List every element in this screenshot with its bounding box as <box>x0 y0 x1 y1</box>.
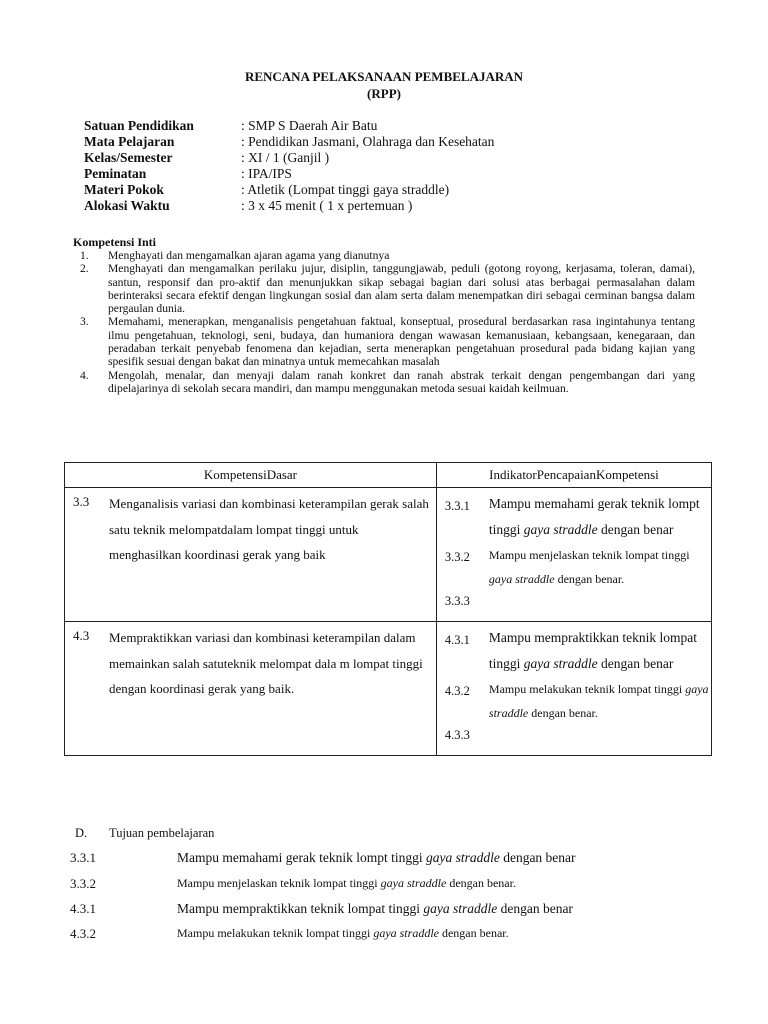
identity-label: Mata Pelajaran <box>84 134 175 149</box>
indicator-item <box>437 591 711 615</box>
identity-value: : 3 x 45 menit ( 1 x pertemuan ) <box>241 198 413 213</box>
list-number: 1. <box>80 249 89 262</box>
indicator-text: Mampu memahami gerak teknik lompt tinggi <box>488 496 700 537</box>
indicator-italic: gaya straddle <box>488 682 709 720</box>
identity-label: Kelas/Semester <box>84 150 173 165</box>
indicator-text: dengan benar. <box>528 706 598 720</box>
identity-value: : Atletik (Lompat tinggi gaya straddle) <box>241 182 450 197</box>
identity-label: Alokasi Waktu <box>84 198 170 213</box>
indicator-text: dengan benar <box>597 521 674 537</box>
kd-text: Menganalisis variasi dan kombinasi keterampilan gerak salah satu teknik melompatdalam lompat tinggi untuk menghasilkan koordinasi gerak yang baik <box>109 496 429 562</box>
table-row <box>65 488 712 622</box>
tujuan-number: 4.3.1 <box>70 901 96 916</box>
indicator-item <box>437 542 711 591</box>
tujuan-text: Mampu memahami gerak teknik lompt tinggi gaya straddle dengan benar <box>177 850 576 865</box>
identity-label: Peminatan <box>84 166 147 181</box>
list-number: 3. <box>80 315 89 329</box>
indicator-item <box>437 491 711 542</box>
identity-value: : XI / 1 (Ganjil ) <box>241 150 330 165</box>
tujuan-number: 3.3.2 <box>70 876 96 891</box>
list-item <box>80 262 695 315</box>
section-letter: D. <box>75 826 88 840</box>
indicator-number: 4.3.2 <box>444 684 470 698</box>
tujuan-heading: Tujuan pembelajaran <box>109 826 215 840</box>
indicator-italic: gaya straddle <box>523 521 598 537</box>
indicator-item <box>437 676 711 725</box>
indicator-text: Mampu menjelaskan teknik lompat tinggi <box>488 548 690 562</box>
identity-label: Satuan Pendidikan <box>84 118 194 133</box>
list-text: Mengolah, menalar, dan menyaji dalam ranah konkret dan ranah abstrak terkait dengan pengembangan dari yang dipelajarinya di sekolah secara mandiri, dan mampu menggunakan metoda sesuai kaidah keilmuan. <box>108 368 695 395</box>
indicator-cell <box>436 622 711 756</box>
kd-text: Mempraktikkan variasi dan kombinasi keterampilan dalam memainkan salah satuteknik melompat dala m lompat tinggi dengan koordinasi gerak yang baik. <box>109 630 423 696</box>
kd-number: 3.3 <box>73 494 90 509</box>
indicator-number: 3.3.2 <box>444 550 470 564</box>
kompetensi-inti-list <box>80 249 695 395</box>
list-text: Memahami, menerapkan, menganalisis pengetahuan faktual, konseptual, prosedural berdasarkan rasa ingintahunya tentang ilmu pengetahuan, teknologi, seni, budaya, dan humaniora dengan wawasan kemanusiaan, kebangsaan, kenegaraan, dan peradaban terkait penyebab fenomena dan kejadian, serta menerapkan pengetahuan prosedural pada bidang kajian yang spesifik sesuai dengan bakat dan minatnya untuk memecahkan masalah <box>108 315 695 369</box>
kd-cell <box>65 488 437 622</box>
indicator-item <box>437 625 711 676</box>
document-subtitle: (RPP) <box>367 86 401 101</box>
indicator-italic: gaya straddle <box>488 572 555 586</box>
competency-table <box>64 462 712 756</box>
table-row <box>65 622 712 756</box>
list-number: 4. <box>80 368 89 382</box>
tujuan-number: 4.3.2 <box>70 926 96 941</box>
header-indikator: IndikatorPencapaianKompetensi <box>436 463 711 488</box>
identity-value: : IPA/IPS <box>241 166 292 181</box>
identity-value: : SMP S Daerah Air Batu <box>241 118 378 133</box>
header-kompetensi-dasar: KompetensiDasar <box>65 463 437 488</box>
list-item <box>80 315 695 368</box>
tujuan-text: Mampu menjelaskan teknik lompat tinggi gaya straddle dengan benar. <box>177 876 516 890</box>
tujuan-text: Mampu mempraktikkan teknik lompat tinggi gaya straddle dengan benar <box>177 901 573 916</box>
list-item <box>80 369 695 396</box>
tujuan-number: 3.3.1 <box>70 850 96 865</box>
table-header-row <box>65 463 712 488</box>
list-text: Menghayati dan mengamalkan ajaran agama yang dianutnya <box>108 249 390 262</box>
indicator-cell <box>436 488 711 622</box>
kd-number: 4.3 <box>73 628 90 643</box>
indicator-number: 4.3.3 <box>444 728 470 742</box>
identity-label: Materi Pokok <box>84 182 164 197</box>
indicator-number: 3.3.3 <box>444 594 470 608</box>
indicator-number: 3.3.1 <box>444 499 470 513</box>
indicator-number: 4.3.1 <box>444 633 470 647</box>
document-title: RENCANA PELAKSANAAN PEMBELAJARAN <box>244 69 524 84</box>
list-text: Menghayati dan mengamalkan perilaku jujur, disiplin, tanggungjawab, peduli (gotong royong, kerjasama, toleran, damai), santun, responsif dan pro-aktif dan menunjukkan sikap sebagai bagian dari solusi atas berbagai permasalahan dalam berinteraksi secara efektif dengan lingkungan sosial dan alam serta dalam menempatkan diri sebagai cerminan bangsa dalam pergaulan dunia. <box>108 262 695 316</box>
indicator-text: dengan benar <box>597 655 674 671</box>
indicator-item <box>437 725 711 749</box>
identity-value: : Pendidikan Jasmani, Olahraga dan Kesehatan <box>241 134 495 149</box>
list-item <box>80 249 695 262</box>
tujuan-text: Mampu melakukan teknik lompat tinggi gaya straddle dengan benar. <box>177 926 509 940</box>
kompetensi-inti-heading: Kompetensi Inti <box>73 235 157 249</box>
indicator-text: Mampu melakukan teknik lompat tinggi <box>488 682 686 696</box>
indicator-text: dengan benar. <box>554 572 625 586</box>
kd-cell <box>65 622 437 756</box>
indicator-italic: gaya straddle <box>523 655 598 671</box>
indicator-text: Mampu mempraktikkan teknik lompat tinggi <box>488 630 697 671</box>
list-number: 2. <box>80 262 89 276</box>
